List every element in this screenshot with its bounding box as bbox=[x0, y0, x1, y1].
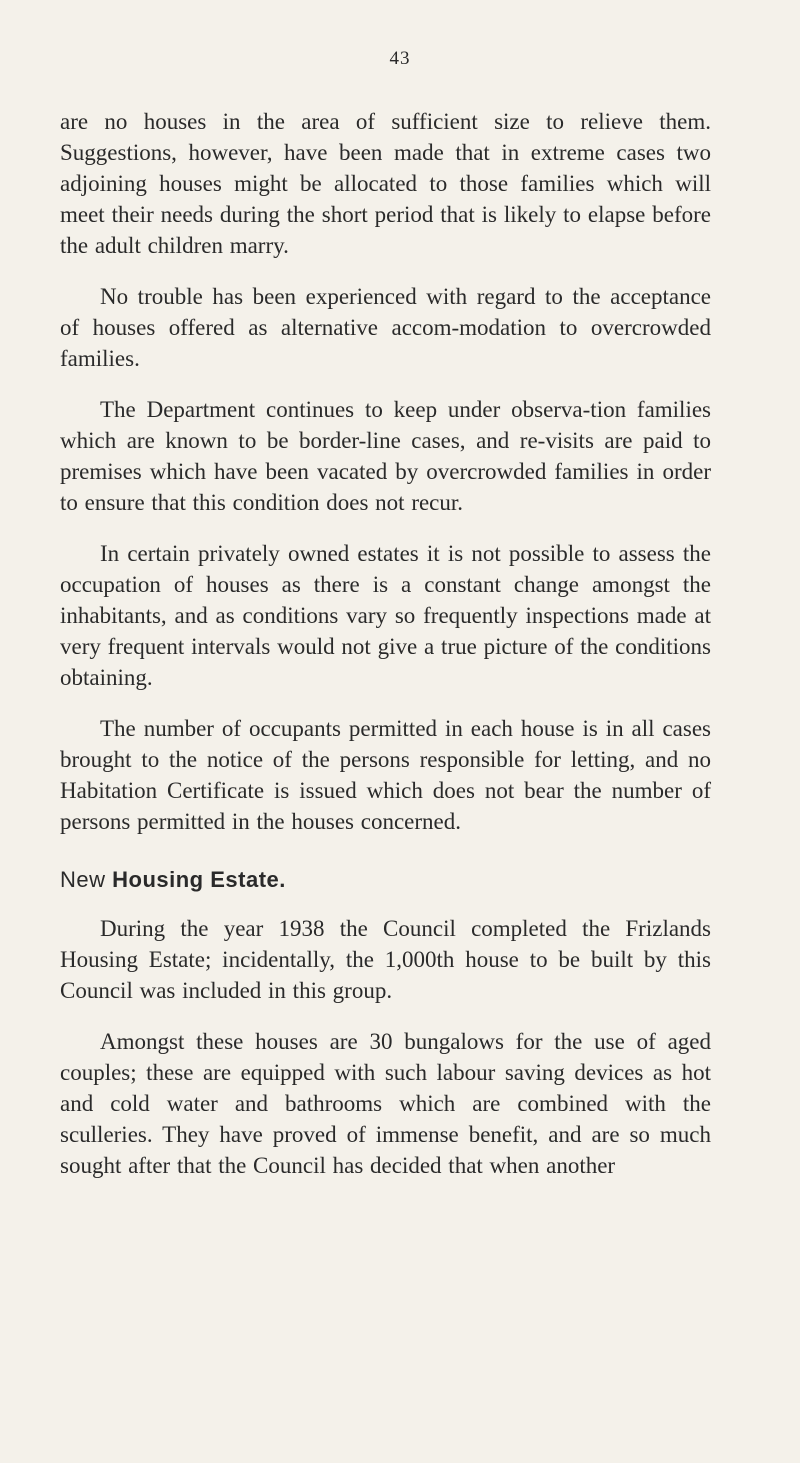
section-heading-prefix: New bbox=[60, 867, 113, 892]
paragraph-bungalows: Amongst these houses are 30 bungalows for the use of aged couples; these are equipped with such labour saving devices as hot and cold water and bathrooms which are combined with the sculleries. They have proved of immense benefit, and are so much sought after that the Council has decided that when another bbox=[60, 1029, 711, 1178]
section-heading-title: Housing Estate. bbox=[112, 867, 286, 892]
paragraph-overcrowding-continued: are no houses in the area of sufficient size to relieve them. Suggestions, however, have been made that in extreme cases two adjoining houses might be allocated to those families which will meet their needs during the short period that is likely to elapse before the adult children marry. bbox=[60, 109, 711, 258]
paragraph-alternative-accommodation: No trouble has been experienced with regard to the acceptance of houses offered as alternative accom-modation to overcrowded families. bbox=[60, 284, 711, 371]
section-heading bbox=[60, 865, 711, 895]
page-number: 43 bbox=[389, 48, 411, 69]
page-body bbox=[60, 106, 711, 1201]
paragraph-frizlands-estate: During the year 1938 the Council completed the Frizlands Housing Estate; incidentally, the 1,000th house to be built by this Council was included in this group. bbox=[60, 916, 711, 1003]
paragraph-private-estates: In certain privately owned estates it is not possible to assess the occupation of houses as there is a constant change amongst the inhabitants, and as conditions vary so frequently inspections made at very frequent intervals would not give a true picture of the conditions obtaining. bbox=[60, 541, 711, 690]
paragraph-observation: The Department continues to keep under observa-tion families which are known to be border-line cases, and re-visits are paid to premises which have been vacated by overcrowded families in order to ensure that this condition does not recur. bbox=[60, 397, 711, 515]
paragraph-occupants-permitted: The number of occupants permitted in each house is in all cases brought to the notice of the persons responsible for letting, and no Habitation Certificate is issued which does not bear the number of persons permitted in the houses concerned. bbox=[60, 716, 711, 834]
